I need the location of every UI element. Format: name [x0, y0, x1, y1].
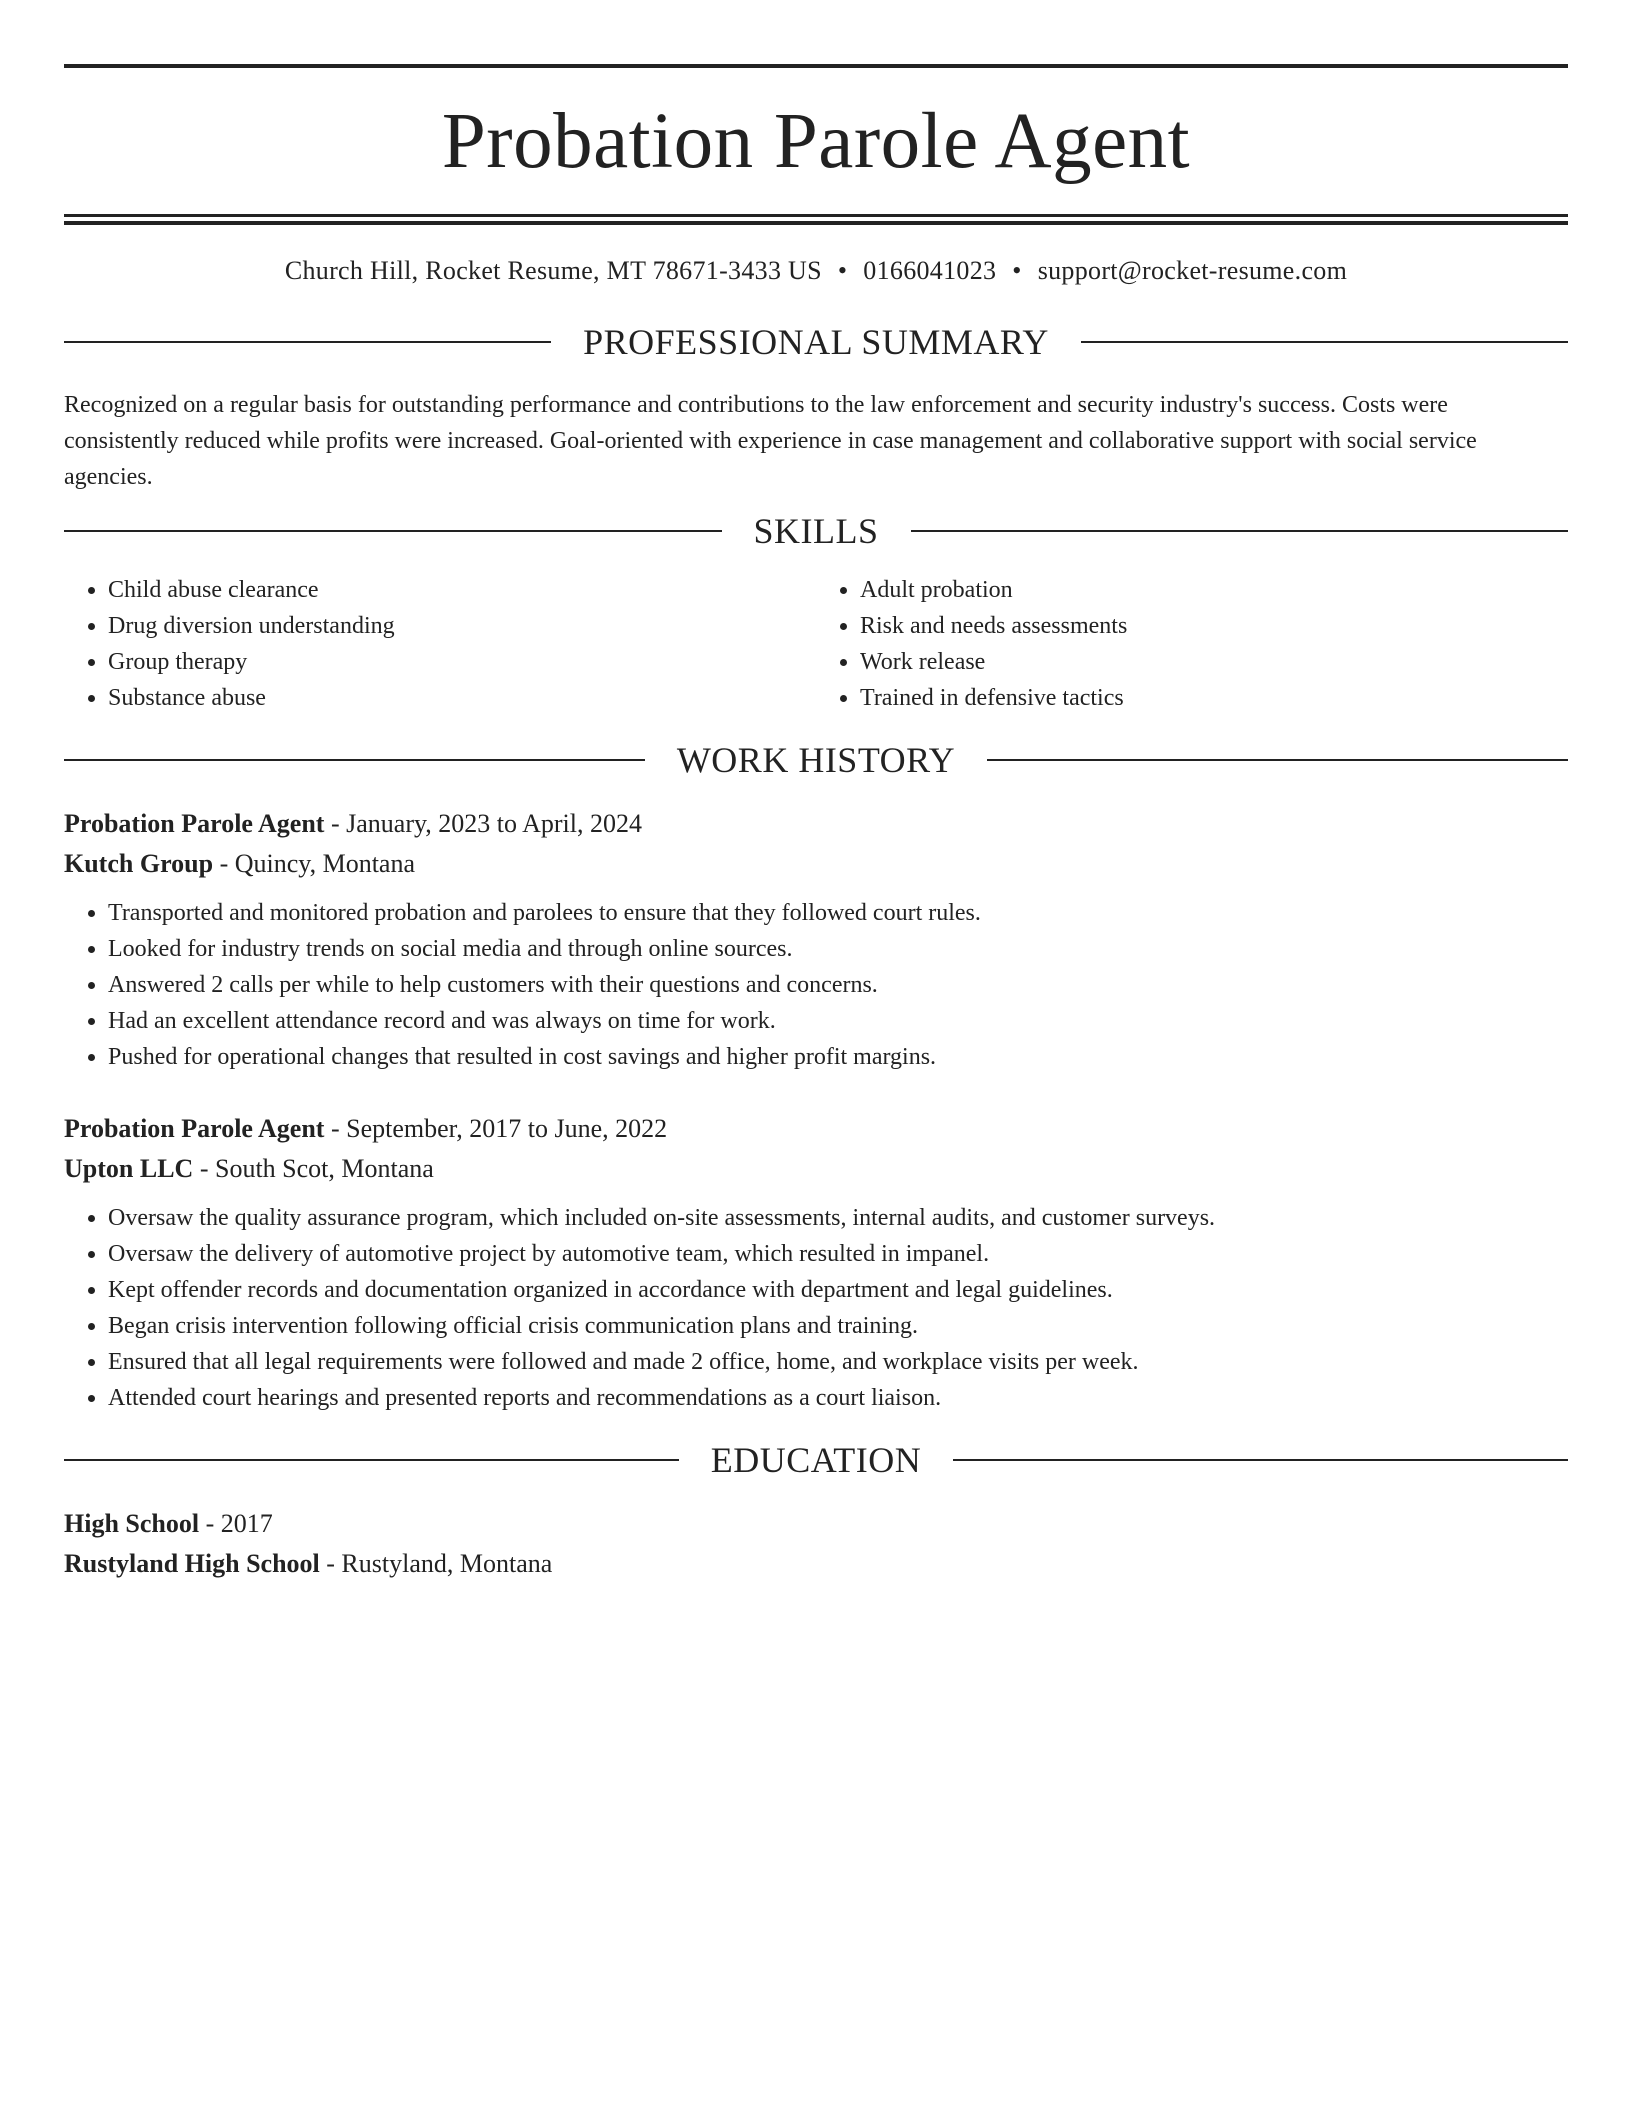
contact-separator: • [1012, 256, 1022, 285]
summary-text: Recognized on a regular basis for outstanding performance and contributions to the law enforcement and security industry's success. Costs were consistently reduced while profits were increased. Goal-oriented with experience in case management and collaborative support with social service agencies. [64, 392, 1477, 490]
job-title-line [64, 1109, 1568, 1149]
heading-rule [64, 530, 722, 532]
job-bullet: • Looked for industry trends on social media and through online sources. [108, 931, 1568, 967]
job-bullet: • Had an excellent attendance record and was always on time for work. [108, 1003, 1568, 1039]
job-bullet: • Kept offender records and documentation organized in accordance with department and legal guidelines. [108, 1272, 1568, 1308]
education-school-line [64, 1544, 1568, 1584]
contact-address: Church Hill, Rocket Resume, MT 78671-3433 US [284, 256, 822, 285]
job-title: Probation Parole Agent [64, 809, 325, 838]
job-company: Upton LLC [64, 1154, 194, 1183]
job-bullet: • Transported and monitored probation and parolees to ensure that they followed court rules. [108, 895, 1568, 931]
education-location: - Rustyland, Montana [319, 1549, 553, 1578]
job-bullet: • Oversaw the delivery of automotive project by automotive team, which resulted in impanel. [108, 1236, 1568, 1272]
double-rule [64, 214, 1568, 225]
contact-email: support@rocket-resume.com [1037, 256, 1348, 285]
job-dates: - September, 2017 to June, 2022 [324, 1114, 668, 1143]
job-title-line [64, 804, 1568, 844]
skills-heading [64, 513, 1568, 549]
job-location: - Quincy, Montana [213, 849, 415, 878]
heading-rule [911, 530, 1569, 532]
education-heading [64, 1442, 1568, 1478]
job-title: Probation Parole Agent [64, 1114, 325, 1143]
job-dates: - January, 2023 to April, 2024 [324, 809, 642, 838]
job-entry [64, 804, 1568, 1075]
work-heading [64, 742, 1568, 778]
resume-title: Probation Parole Agent [441, 98, 1191, 185]
summary-heading [64, 324, 1568, 360]
skill-item: • Trained in defensive tactics [860, 680, 1568, 716]
heading-rule [64, 759, 645, 761]
education-entry [64, 1504, 1568, 1584]
skill-item: • Drug diversion understanding [108, 608, 816, 644]
heading-rule [64, 1459, 679, 1461]
job-company-line [64, 1149, 1568, 1189]
contact-separator: • [837, 256, 848, 285]
heading-rule [953, 1459, 1568, 1461]
job-bullet: • Pushed for operational changes that resulted in cost savings and higher profit margins. [108, 1039, 1568, 1075]
skill-item: • Adult probation [860, 572, 1568, 608]
job-company-line [64, 844, 1568, 884]
job-bullet: • Answered 2 calls per while to help customers with their questions and concerns. [108, 967, 1568, 1003]
skills-title: SKILLS [753, 511, 879, 551]
job-entry [64, 1109, 1568, 1416]
skill-item: • Risk and needs assessments [860, 608, 1568, 644]
top-rule [64, 64, 1568, 68]
skill-item: • Group therapy [108, 644, 816, 680]
skill-item: • Substance abuse [108, 680, 816, 716]
education-degree-line [64, 1504, 1568, 1544]
education-degree: High School [64, 1509, 200, 1538]
education-title: EDUCATION [710, 1440, 922, 1480]
skills-column-right [816, 572, 1568, 716]
job-bullet: • Ensured that all legal requirements were followed and made 2 office, home, and workplace visits per week. [108, 1344, 1568, 1380]
skill-item: • Child abuse clearance [108, 572, 816, 608]
work-title: WORK HISTORY [676, 740, 956, 780]
skills-list [64, 572, 1568, 716]
education-year: - 2017 [199, 1509, 273, 1538]
job-bullets [64, 1200, 1568, 1416]
skills-column-left [64, 572, 816, 716]
job-bullet: • Began crisis intervention following official crisis communication plans and training. [108, 1308, 1568, 1344]
job-company: Kutch Group [64, 849, 214, 878]
job-bullets [64, 895, 1568, 1075]
heading-rule [1081, 341, 1568, 343]
skill-item: • Work release [860, 644, 1568, 680]
contact-line [64, 258, 1568, 284]
summary-title: PROFESSIONAL SUMMARY [583, 322, 1049, 362]
job-location: - South Scot, Montana [193, 1154, 434, 1183]
job-bullet: • Oversaw the quality assurance program, which included on-site assessments, internal audits, and customer surveys. [108, 1200, 1568, 1236]
education-school: Rustyland High School [64, 1549, 320, 1578]
contact-phone: 0166041023 [863, 256, 997, 285]
heading-rule [64, 341, 551, 343]
heading-rule [987, 759, 1568, 761]
job-bullet: • Attended court hearings and presented reports and recommendations as a court liaison. [108, 1380, 1568, 1416]
